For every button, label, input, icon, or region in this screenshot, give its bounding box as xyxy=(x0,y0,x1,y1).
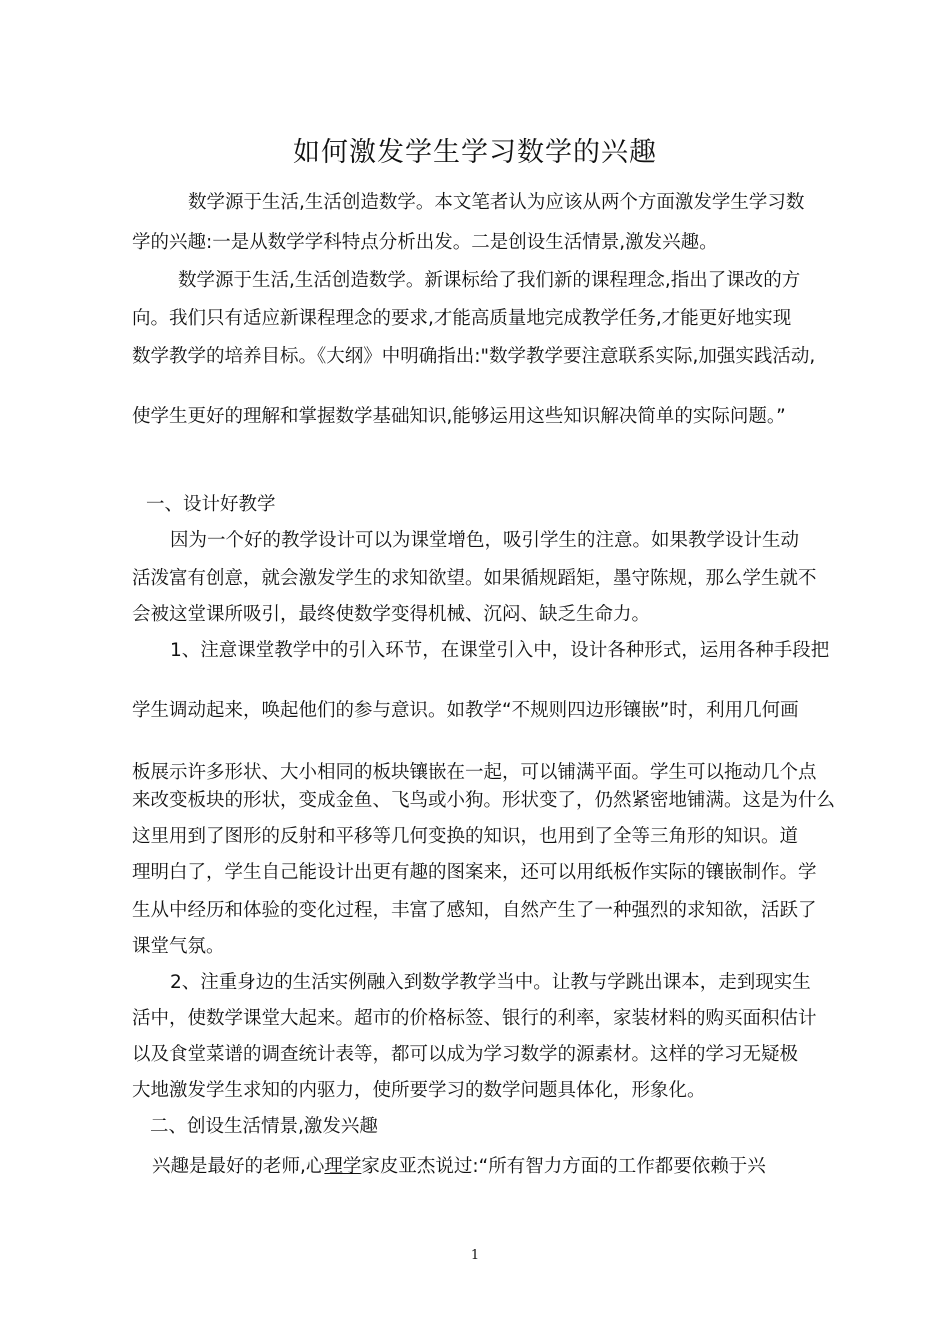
underlined-link[interactable]: 理学 xyxy=(324,1156,362,1177)
paragraph-line: 学生调动起来，唤起他们的参与意识。如教学“不规则四边形镶嵌”时，利用几何画 xyxy=(132,700,799,721)
paragraph-line: 板展示许多形状、大小相同的板块镶嵌在一起，可以铺满平面。学生可以拖动几个点 xyxy=(132,762,817,783)
paragraph-line: 会被这堂课所吸引，最终使数学变得机械、沉闷、缺乏生命力。 xyxy=(132,604,651,625)
page-number: 1 xyxy=(470,1248,480,1263)
paragraph-line: 以及食堂菜谱的调查统计表等，都可以成为学习数学的源素材。这样的学习无疑极 xyxy=(132,1044,799,1065)
paragraph-line: 2、注重身边的生活实例融入到数学教学当中。让教与学跳出课本，走到现实生 xyxy=(170,972,811,993)
paragraph-line: 数学教学的培养目标。《大纲》中明确指出:"数学教学要注意联系实际,加强实践活动, xyxy=(132,346,816,367)
paragraph-line: 数学源于生活,生活创造数学。本文笔者认为应该从两个方面激发学生学习数 xyxy=(188,192,805,213)
paragraph-line: 数学源于生活,生活创造数学。新课标给了我们新的课程理念,指出了课改的方 xyxy=(178,270,801,291)
section-heading: 二、创设生活情景,激发兴趣 xyxy=(150,1116,378,1137)
paragraph-line xyxy=(152,1152,852,1178)
paragraph-line: 使学生更好的理解和掌握数学基础知识,能够运用这些知识解决简单的实际问题。” xyxy=(132,406,786,427)
paragraph-line: 向。我们只有适应新课程理念的要求,才能高质量地完成教学任务,才能更好地实现 xyxy=(132,308,792,329)
paragraph-line: 课堂气氛。 xyxy=(132,936,225,957)
paragraph-line: 活中，使数学课堂大起来。超市的价格标签、银行的利率，家装材料的购买面积估计 xyxy=(132,1008,817,1029)
section-heading: 一、设计好教学 xyxy=(146,494,276,515)
paragraph-line: 1、注意课堂教学中的引入环节，在课堂引入中，设计各种形式，运用各种手段把 xyxy=(170,640,830,661)
paragraph-line: 生从中经历和体验的变化过程，丰富了感知，自然产生了一种强烈的求知欲，活跃了 xyxy=(132,900,817,921)
paragraph-line: 这里用到了图形的反射和平移等几何变换的知识，也用到了全等三角形的知识。道 xyxy=(132,826,799,847)
document-title: 如何激发学生学习数学的兴趣 xyxy=(293,137,657,168)
paragraph-line: 因为一个好的教学设计可以为课堂增色，吸引学生的注意。如果教学设计生动 xyxy=(170,530,800,551)
paragraph-line: 活泼富有创意，就会激发学生的求知欲望。如果循规蹈矩，墨守陈规，那么学生就不 xyxy=(132,568,817,589)
paragraph-line: 来改变板块的形状，变成金鱼、飞鸟或小狗。形状变了，仍然紧密地铺满。这是为什么 xyxy=(132,790,836,811)
paragraph-line: 大地激发学生求知的内驱力，使所要学习的数学问题具体化，形象化。 xyxy=(132,1080,706,1101)
paragraph-line: 理明白了，学生自己能设计出更有趣的图案来，还可以用纸板作实际的镶嵌制作。学 xyxy=(132,862,817,883)
line-text-before: 兴趣是最好的老师,心 xyxy=(152,1156,325,1177)
line-text-after: 家皮亚杰说过:“所有智力方面的工作都要依赖于兴 xyxy=(361,1156,766,1177)
paragraph-line: 学的兴趣:一是从数学学科特点分析出发。二是创设生活情景,激发兴趣。 xyxy=(132,232,718,253)
